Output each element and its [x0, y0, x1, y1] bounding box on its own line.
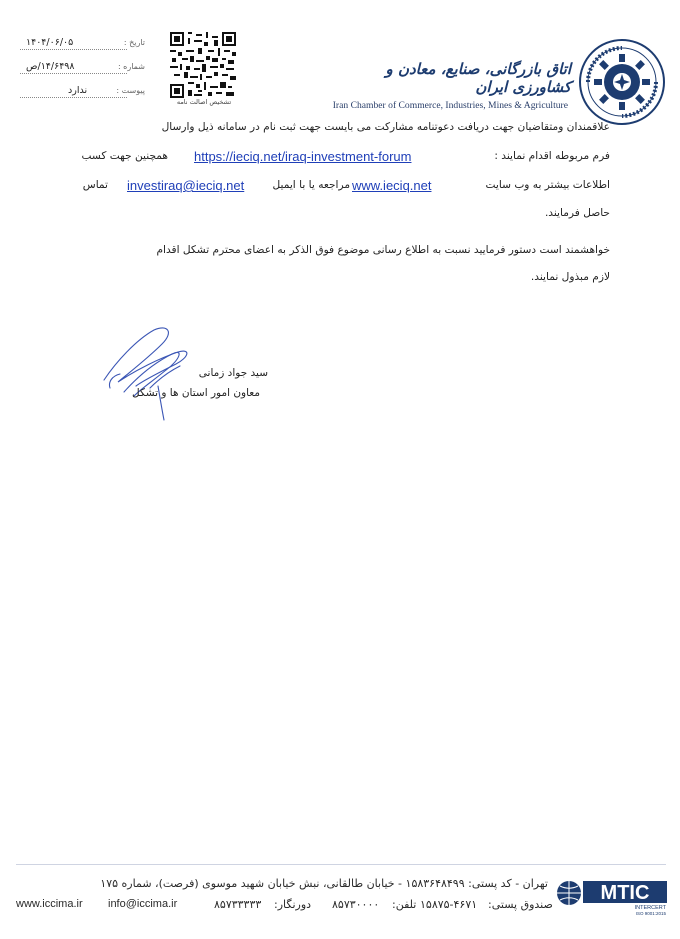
- body-line-2-suffix: همچنین جهت کسب: [81, 150, 168, 162]
- mtic-sub: INTERCERT: [634, 905, 666, 911]
- body-line-3-middle: مراجعه یا با ایمیل: [272, 179, 350, 191]
- attachment-label: پیوست :: [116, 86, 145, 95]
- org-name-fa: اتاق بازرگانی، صنایع، معادن و کشاورزی ایران: [385, 60, 571, 96]
- website-link[interactable]: www.ieciq.net: [352, 178, 432, 193]
- signatory-name: سید جواد زمانی: [198, 367, 268, 379]
- mtic-iso: ISO 9001:2015: [635, 911, 666, 916]
- body-line-2-prefix: فرم مربوطه اقدام نمایند :: [494, 150, 610, 162]
- mtic-cert-icon: [556, 876, 668, 916]
- footer-fax-label: دورنگار:: [274, 898, 312, 911]
- attachment-value: ندارد: [68, 85, 88, 96]
- number-value: ۱۴/۶۴۹۸/ص: [26, 61, 75, 72]
- footer-address: تهران - کد پستی: ۱۵۸۳۶۴۸۴۹۹ - خیابان طالقانی، نبش خیابان شهید موسوی (فرصت)، شماره ۱۷۵: [100, 877, 548, 890]
- number-field: [20, 60, 145, 76]
- forum-link[interactable]: https://ieciq.net/iraq-investment-forum: [194, 149, 412, 164]
- number-label: شماره :: [117, 62, 145, 71]
- footer-pobox-label: صندوق پستی:: [488, 898, 553, 911]
- body-line-4: حاصل فرمایند.: [544, 207, 610, 219]
- email-link[interactable]: investiraq@ieciq.net: [127, 178, 245, 193]
- footer-email[interactable]: info@iccima.ir: [108, 898, 178, 910]
- body-line-3-suffix: تماس: [82, 179, 108, 191]
- footer-phone-label: تلفن:: [392, 898, 417, 911]
- attachment-field: [20, 84, 145, 100]
- footer-pobox: ۱۵۸۷۵-۴۶۷۱: [420, 898, 478, 911]
- body-line-5: خواهشمند است دستور فرمایید نسبت به اطلاع رسانی موضوع فوق الذکر به اعضای محترم تشکل اقدام: [156, 244, 610, 256]
- date-label: تاریخ :: [123, 38, 145, 47]
- body-line-6: لازم مبذول نمایند.: [530, 271, 610, 283]
- qr-code-icon: [170, 32, 236, 98]
- qr-caption: تشخیص اصالت نامه: [176, 98, 232, 106]
- footer-website[interactable]: www.iccima.ir: [16, 898, 83, 910]
- date-field: [20, 36, 145, 52]
- body-line-1: علاقمندان ومتقاضیان جهت دریافت دعوتنامه مشارکت می بایست جهت ثبت نام در سامانه ذیل وارسال: [161, 121, 610, 133]
- signatory-title: معاون امور استان ها و تشکل: [131, 387, 260, 399]
- mtic-brand: MTIC: [600, 882, 650, 904]
- footer-phone: ۸۵۷۳۰۰۰۰: [332, 898, 380, 911]
- footer-divider: [16, 864, 666, 865]
- footer-fax: ۸۵۷۳۳۳۳۳: [214, 898, 262, 911]
- date-value: ۱۴۰۴/۰۶/۰۵: [26, 37, 74, 48]
- body-line-3-prefix: اطلاعات بیشتر به وب سایت: [485, 179, 610, 191]
- org-name-en: Iran Chamber of Commerce, Industries, Mines & Agriculture: [332, 100, 568, 111]
- chamber-logo-icon: [578, 38, 666, 126]
